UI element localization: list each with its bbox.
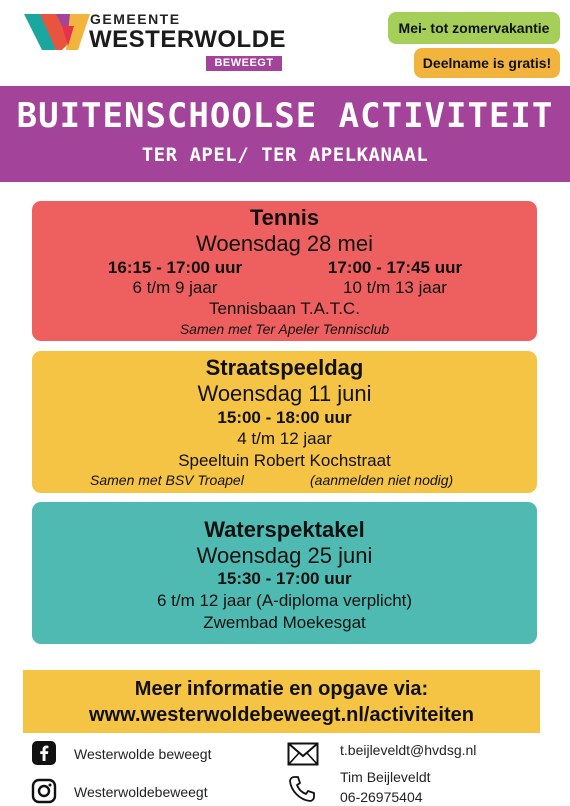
email-address[interactable]: t.beijleveldt@hvdsg.nl <box>340 742 477 758</box>
activity-note-b: (aanmelden niet nodig) <box>310 472 454 488</box>
free-badge: Deelname is gratis! <box>414 48 560 78</box>
facebook-icon[interactable] <box>31 740 57 766</box>
activity-card-straatspeeldag <box>32 351 537 493</box>
activity-title: Waterspektakel <box>204 517 365 542</box>
info-url-link[interactable]: www.westerwoldebeweegt.nl/activiteiten <box>89 704 474 726</box>
activity-note: Samen met Ter Apeler Tennisclub <box>179 321 390 337</box>
westerwolde-logo-icon <box>22 12 92 52</box>
activity-time: 15:30 - 17:00 uur <box>217 569 352 588</box>
activity-time-a: 16:15 - 17:00 uur <box>107 258 243 277</box>
activity-location: Tennisbaan T.A.T.C. <box>209 299 360 318</box>
activity-age-b: 10 t/m 13 jaar <box>343 278 447 297</box>
brand-top-text: GEMEENTE <box>90 11 181 27</box>
instagram-label[interactable]: Westerwoldebeweegt <box>74 784 208 800</box>
activity-age: 4 t/m 12 jaar <box>237 429 332 448</box>
instagram-icon[interactable] <box>31 778 57 804</box>
activity-date: Woensdag 28 mei <box>196 231 373 256</box>
period-badge: Mei- tot zomervakantie <box>388 12 560 44</box>
activity-title: Tennis <box>249 205 320 230</box>
activity-time-b: 17:00 - 17:45 uur <box>327 258 463 277</box>
mail-icon[interactable] <box>287 742 319 766</box>
phone-number[interactable]: 06-26975404 <box>340 789 423 805</box>
facebook-label[interactable]: Westerwolde beweegt <box>74 746 212 762</box>
contact-name: Tim Beijleveldt <box>340 769 431 785</box>
activity-time: 15:00 - 18:00 uur <box>217 408 352 427</box>
activity-age-a: 6 t/m 9 jaar <box>132 278 218 297</box>
activity-location: Zwembad Moekesgat <box>203 613 366 632</box>
activity-age: 6 t/m 12 jaar (A-diploma verplicht) <box>156 591 413 610</box>
page-title: BUITENSCHOOLSE ACTIVITEIT <box>16 96 554 136</box>
phone-icon[interactable] <box>287 774 317 804</box>
activity-date: Woensdag 25 juni <box>196 543 373 568</box>
activity-card-waterspektakel <box>32 502 537 644</box>
page-subtitle: TER APEL/ TER APELKANAAL <box>141 144 429 166</box>
brand-main-text: WESTERWOLDE <box>89 26 287 53</box>
activity-location: Speeltuin Robert Kochstraat <box>178 451 391 470</box>
activity-note-a: Samen met BSV Troapel <box>90 472 244 488</box>
activity-title: Straatspeeldag <box>205 355 364 380</box>
info-heading: Meer informatie en opgave via: <box>134 678 429 700</box>
info-bar <box>23 670 540 733</box>
activity-card-tennis <box>32 201 537 341</box>
activity-date: Woensdag 11 juni <box>197 381 372 406</box>
brand-tag-badge: BEWEEGT <box>206 56 282 71</box>
